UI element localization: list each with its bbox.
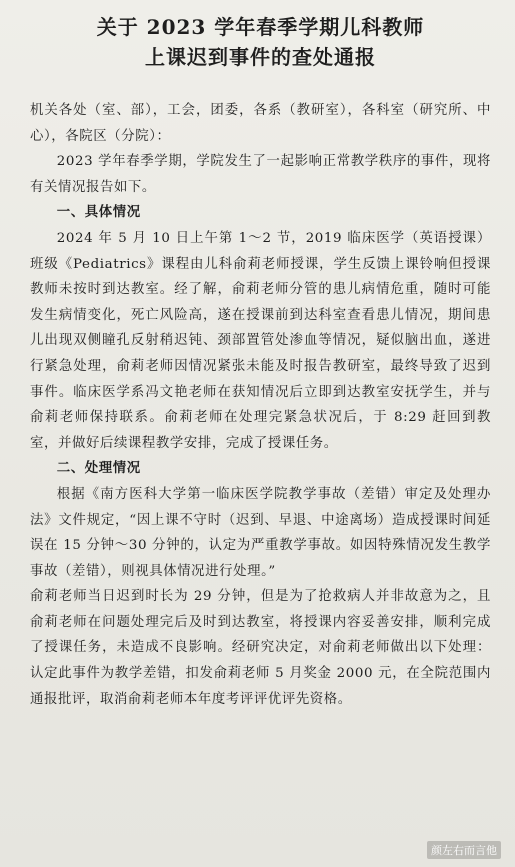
document-title <box>30 12 491 72</box>
section-1-paragraph: 2024 年 5 月 10 日上午第 1～2 节，2019 临床医学（英语授课）班级《Pediatrics》课程由儿科俞莉老师授课，学生反馈上课铃响但授课教师未按时到达教室。经了解，俞莉老师分管的患儿病情危重，随时可能发生病情变化，死亡风险高，遂在授课前到达科室查看患儿情况，期间患儿出现双侧瞳孔反射稍迟钝、颈部置管处渗血等情况，疑似脑出血，遂进行紧急处理，俞莉老师因情况紧张未能及时报告教研室，最终导致了迟到事件。临床医学系冯文艳老师在获知情况后立即到达教室安抚学生，并与俞莉老师保持联系。俞莉老师在处理完紧急状况后，于 8:29 赶回到教室，并做好后续课程教学安排，完成了授课任务。 <box>30 230 491 451</box>
section-2-paragraph-1: 根据《南方医科大学第一临床医学院教学事故（差错）审定及处理办法》文件规定，“因上课不守时（迟到、早退、中途离场）造成授课时间延误在 15 分钟～30 分钟的，认定为严重教学事故。如因特殊情况发生教学事故（差错），则视具体情况进行处理。” <box>30 486 491 579</box>
intro-paragraph: 2023 学年春季学期，学院发生了一起影响正常教学秩序的事件，现将有关情况报告如下。 <box>30 154 491 195</box>
title-line-1: 关于 2023 学年春季学期儿科教师 <box>96 15 425 39</box>
document-body <box>30 98 491 712</box>
section-1-heading: 一、具体情况 <box>56 204 141 221</box>
section-2-paragraph-2: 俞莉老师当日迟到时长为 29 分钟，但是为了抢救病人并非故意为之，且俞莉老师在问题处理完后及时到达教室，将授课内容妥善安排，顺利完成了授课任务，未造成不良影响。经研究决定，对俞莉老师做出以下处理：认定此事件为教学差错，扣发俞莉老师 5 月奖金 2000 元，在全院范围内通报批评，取消俞莉老师本年度考评评优评先资格。 <box>30 589 491 707</box>
section-2-heading: 二、处理情况 <box>56 460 141 477</box>
watermark: 颜左右而言他 <box>427 841 501 859</box>
title-line-2: 上课迟到事件的查处通报 <box>145 45 376 69</box>
addressee: 机关各处（室、部），工会，团委，各系（教研室），各科室（研究所、中心），各院区（分院）： <box>30 103 491 144</box>
